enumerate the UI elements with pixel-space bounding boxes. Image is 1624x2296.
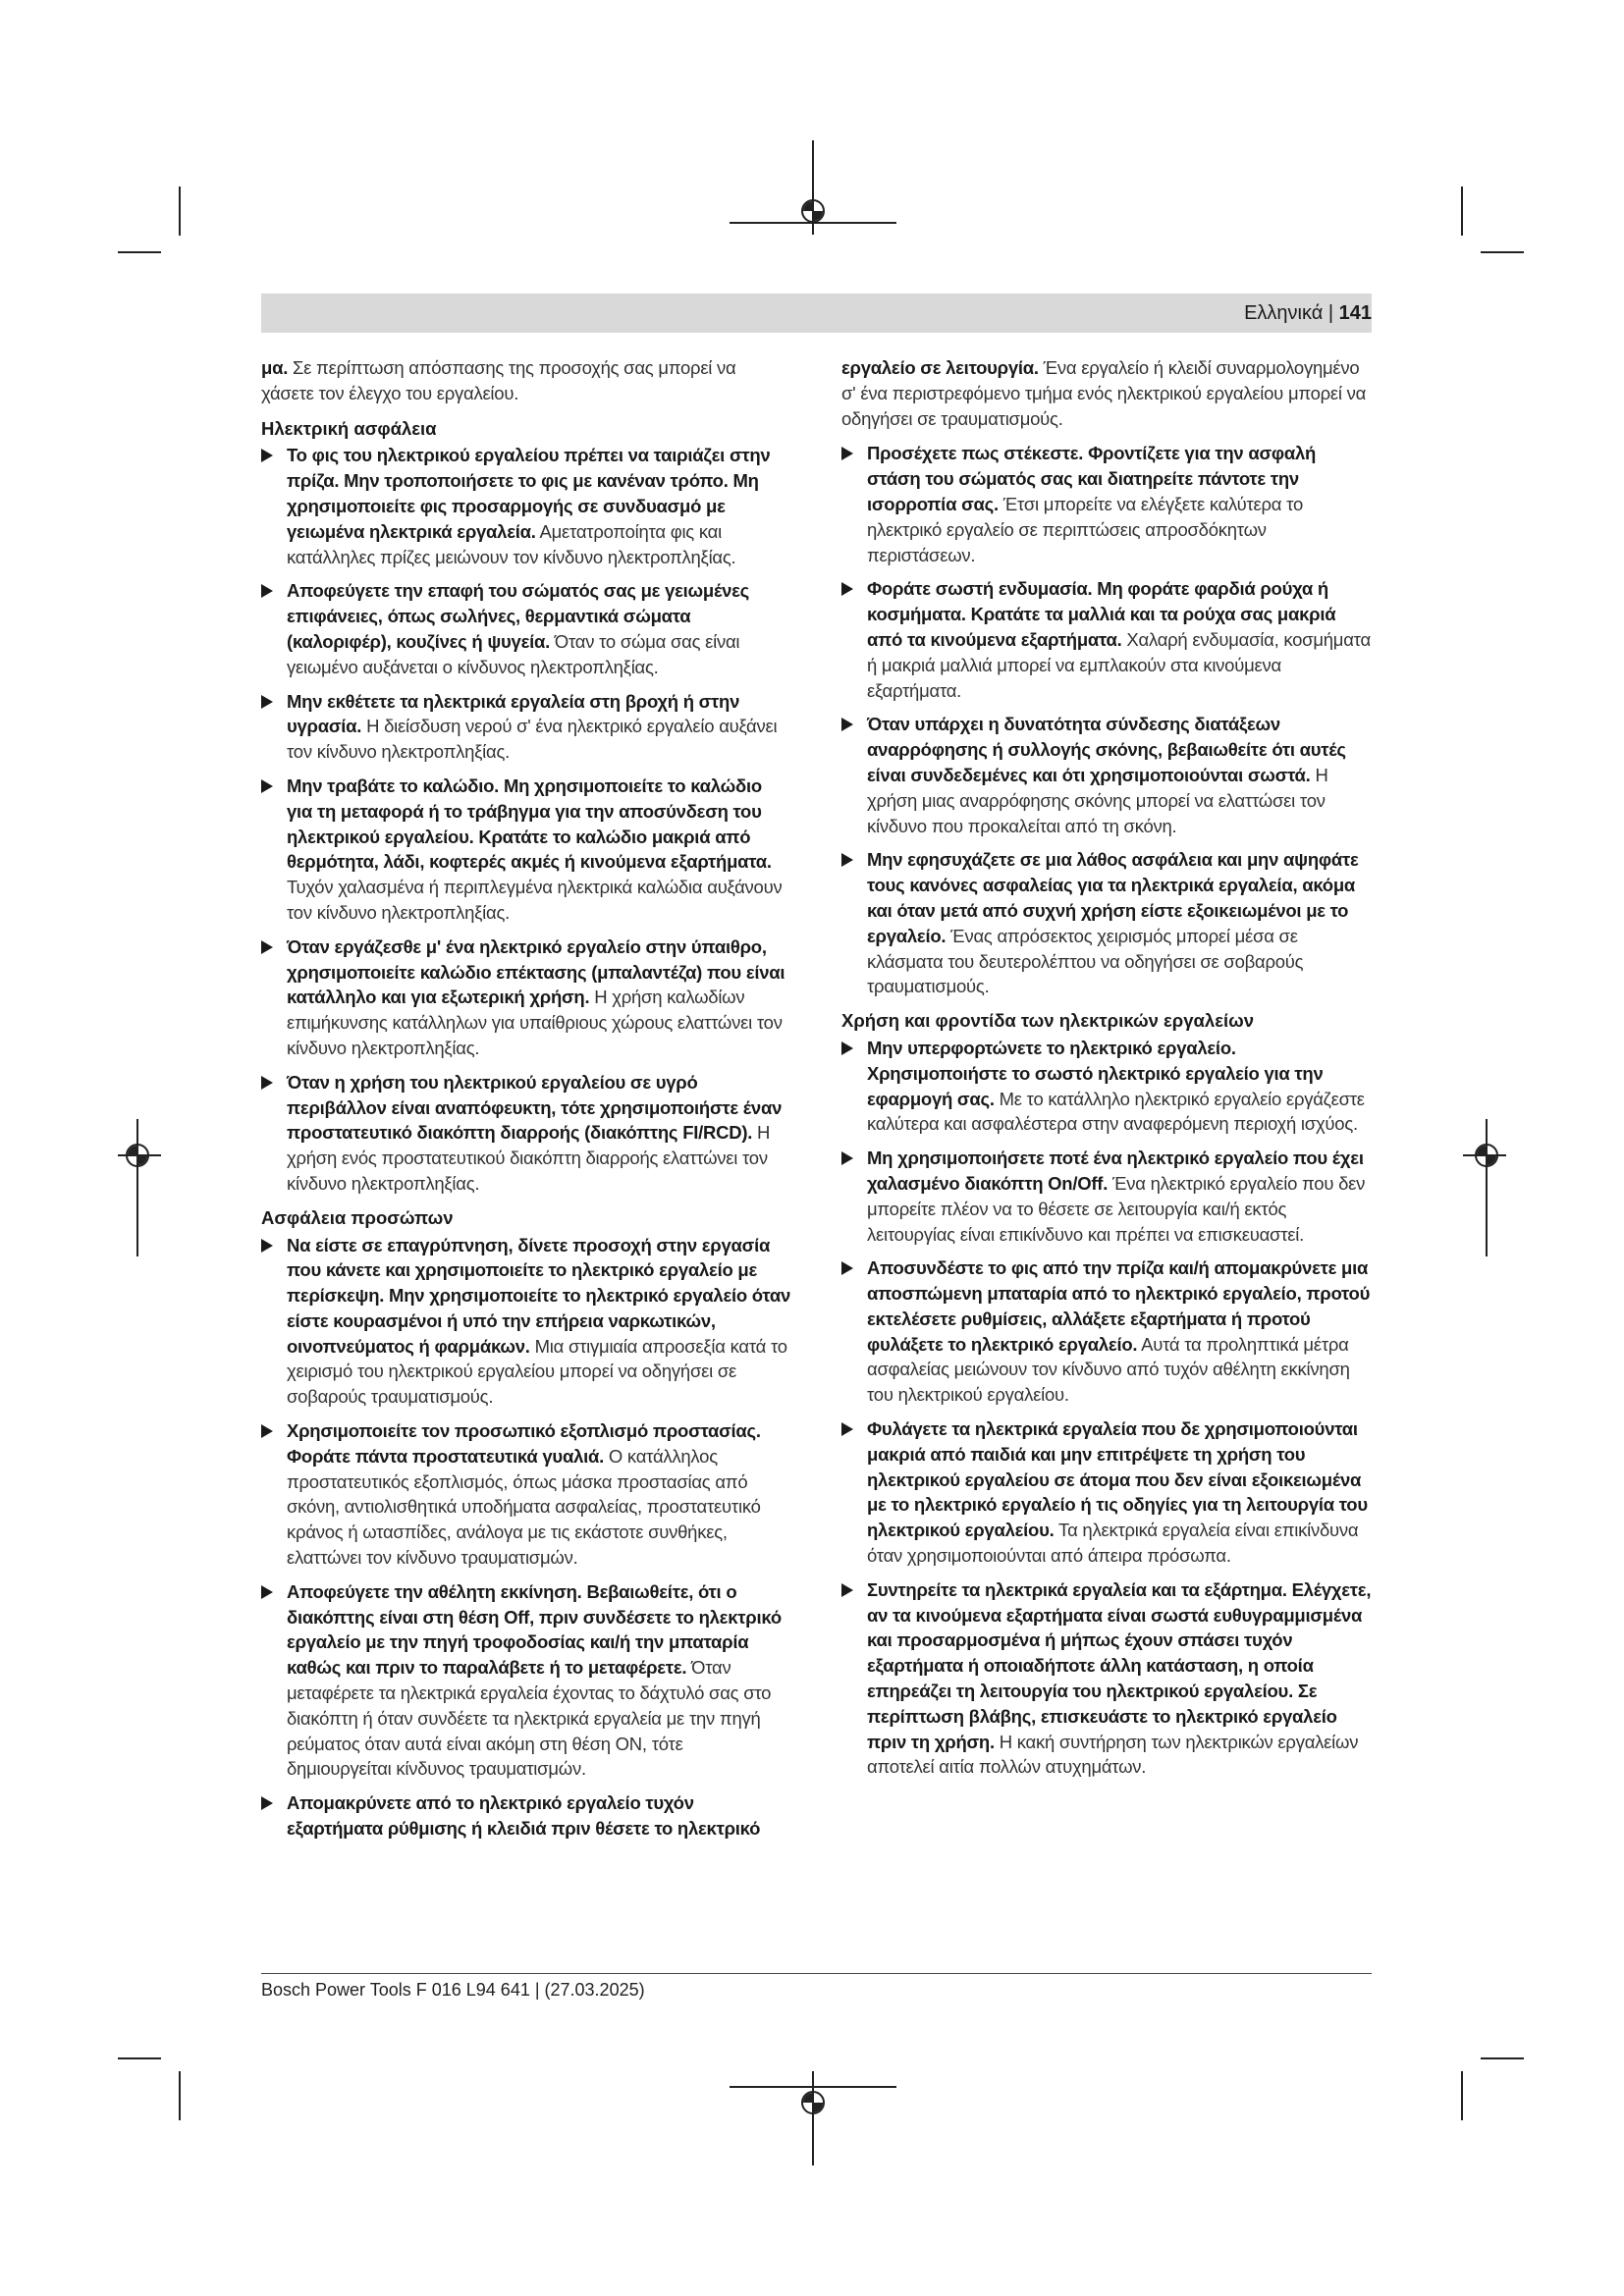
list-item: Όταν εργάζεσθε μ' ένα ηλεκτρικό εργαλείο στην ύπαιθρο, χρησιμοποιείτε καλώδιο επέκτασης (μπαλαντέζα) που είναι κατάλληλο και για εξωτερική χρήση. Η χρήση καλωδίων επιμήκυνσης κατάλληλων για υπαίθριους χώρους ελαττώνει τον κίνδυνο ηλεκτροπληξίας. (261, 934, 791, 1061)
crop-mark (179, 187, 181, 236)
registration-line (1486, 1119, 1488, 1256)
footer-rule (261, 1973, 1372, 1974)
bullet-triangle-icon (841, 1151, 853, 1165)
bullet-triangle-icon (841, 1422, 853, 1436)
list-item: Συντηρείτε τα ηλεκτρικά εργαλεία και τα εξάρτημα. Ελέγχετε, αν τα κινούμενα εξαρτήματα είναι σωστά ευθυγραμμισμένα και προσαρμοσμένα ή μήπως έχουν σπάσει τυχόν εξαρτήματα ή οποιαδήποτε άλλη κατάσταση, η οποία επηρεάζει τη λειτουργία του ηλεκτρικού εργαλείου. Σε περίπτωση βλάβης, επισκευάστε το ηλεκτρικό εργαλείο πριν τη χρήση. Η κακή συντήρηση των ηλεκτρικών εργαλείων αποτελεί αιτία πολλών ατυχημάτων. (841, 1577, 1372, 1780)
bullet-triangle-icon (261, 584, 273, 598)
list-item: Μην εκθέτετε τα ηλεκτρικά εργαλεία στη βροχή ή στην υγρασία. Η διείσδυση νερού σ' ένα ηλεκτρικό εργαλείο αυξάνει τον κίνδυνο ηλεκτροπληξίας. (261, 689, 791, 765)
registration-line (136, 1119, 138, 1256)
registration-target-icon (126, 1144, 149, 1167)
page-number: 141 (1338, 302, 1372, 324)
registration-line (730, 2086, 896, 2088)
bullet-triangle-icon (261, 1076, 273, 1090)
header-band (261, 294, 1372, 333)
list-item: Μην υπερφορτώνετε το ηλεκτρικό εργαλείο. Χρησιμοποιήστε το σωστό ηλεκτρικό εργαλείο για την εφαρμογή σας. Με το κατάλληλο ηλεκτρικό εργαλείο εργάζεστε καλύτερα και ασφαλέστερα στην αναφερόμενη περιοχή ισχύος. (841, 1036, 1372, 1137)
registration-target-icon (801, 199, 825, 223)
bullet-triangle-icon (261, 940, 273, 954)
header-separator: | (1327, 302, 1334, 324)
section-heading-use-and-care: Χρήση και φροντίδα των ηλεκτρικών εργαλείων (841, 1010, 1255, 1032)
bullet-triangle-icon (841, 1041, 853, 1055)
bullet-triangle-icon (841, 447, 853, 460)
list-item: Αποφεύγετε την επαφή του σώματός σας με γειωμένες επιφάνειες, όπως σωλήνες, θερμαντικά σώματα (καλοριφέρ), κουζίνες ή ψυγεία. Όταν το σώμα σας είναι γειωμένο αυξάνεται ο κίνδυνος ηλεκτροπληξίας. (261, 578, 791, 679)
crop-mark (1461, 2071, 1463, 2120)
list-item: Αποσυνδέστε το φις από την πρίζα και/ή απομακρύνετε μια αποσπώμενη μπαταρία από το ηλεκτρικό εργαλείο, προτού εκτελέσετε ρυθμίσεις, αλλάξετε εξαρτήματα ή προτού φυλάξετε το ηλεκτρικό εργαλείο. Αυτά τα προληπτικά μέτρα ασφαλείας μειώνουν τον κίνδυνο από τυχόν αθέλητη εκκίνηση του ηλεκτρικού εργαλείου. (841, 1255, 1372, 1408)
list-item: Όταν υπάρχει η δυνατότητα σύνδεσης διατάξεων αναρρόφησης ή συλλογής σκόνης, βεβαιωθείτε ότι αυτές είναι συνδεδεμένες και ότι χρησιμοποιούνται σωστά. Η χρήση μιας αναρρόφησης σκόνης μπορεί να ελαττώσει τον κίνδυνο που προκαλείται από τη σκόνη. (841, 712, 1372, 838)
crop-mark (1481, 251, 1524, 253)
section-heading-personal-safety: Ασφάλεια προσώπων (261, 1206, 454, 1228)
bullet-triangle-icon (261, 1585, 273, 1599)
list-item: Φυλάγετε τα ηλεκτρικά εργαλεία που δε χρησιμοποιούνται μακριά από παιδιά και μην επιτρέψετε τη χρήση του ηλεκτρικού εργαλείου σε άτομα που δεν είναι εξοικειωμένα με το ηλεκτρικό εργαλείο ή τις οδηγίες για τη λειτουργία του ηλεκτρικού εργαλείου. Τα ηλεκτρικά εργαλεία είναι επικίνδυνα όταν χρησιμοποιούνται από άπειρα πρόσωπα. (841, 1416, 1372, 1569)
running-header (1244, 299, 1372, 327)
bullet-triangle-icon (261, 695, 273, 709)
bullet-triangle-icon (841, 1583, 853, 1597)
crop-mark (1481, 2057, 1524, 2059)
bullet-triangle-icon (261, 449, 273, 462)
list-item: Φοράτε σωστή ενδυμασία. Μη φοράτε φαρδιά ρούχα ή κοσμήματα. Κρατάτε τα μαλλιά και τα ρούχα σας μακριά από τα κινούμενα εξαρτήματα. Χαλαρή ενδυμασία, κοσμήματα ή μακριά μαλλιά μπορεί να εμπλακούν στα κινούμενα εξαρτήματα. (841, 576, 1372, 703)
list-item: Το φις του ηλεκτρικού εργαλείου πρέπει να ταιριάζει στην πρίζα. Μην τροποποιήσετε το φις με κανέναν τρόπο. Μη χρησιμοποιείτε φις προσαρμογής σε συνδυασμό με γειωμένα ηλεκτρικά εργαλεία. Αμετατροποίητα φις και κατάλληλες πρίζες μειώνουν τον κίνδυνο ηλεκτροπληξίας. (261, 443, 791, 569)
crop-mark (1461, 187, 1463, 236)
bullet-triangle-icon (841, 853, 853, 867)
list-item: Όταν η χρήση του ηλεκτρικού εργαλείου σε υγρό περιβάλλον είναι αναπόφευκτη, τότε χρησιμοποιήστε έναν προστατευτικό διακόπτη διαρροής (διακόπτης FI/RCD). Η χρήση ενός προστατευτικού διακόπτη διαρροής ελαττώνει τον κίνδυνο ηλεκτροπληξίας. (261, 1070, 791, 1197)
registration-target-icon (1475, 1144, 1498, 1167)
section-heading-electrical-safety: Ηλεκτρική ασφάλεια (261, 417, 437, 439)
list-item: Χρησιμοποιείτε τον προσωπικό εξοπλισμό προστασίας. Φοράτε πάντα προστατευτικά γυαλιά. Ο κατάλληλος προστατευτικός εξοπλισμός, όπως μάσκα προστασίας από σκόνη, αντιολισθητικά υποδήματα ασφαλείας, προστατευτικό κράνος ή ωτασπίδες, ανάλογα με τις εκάστοτε συνθήκες, ελαττώνει τον κίνδυνο τραυματισμών. (261, 1418, 791, 1571)
list-item: Μη χρησιμοποιήσετε ποτέ ένα ηλεκτρικό εργαλείο που έχει χαλασμένο διακόπτη On/Off. Ένα ηλεκτρικό εργαλείο που δεν μπορείτε πλέον να το θέσετε σε λειτουργία και/ή εκτός λειτουργίας είναι επικίνδυνο και πρέπει να επισκευαστεί. (841, 1146, 1372, 1247)
bullet-triangle-icon (261, 779, 273, 793)
bullet-triangle-icon (841, 582, 853, 596)
registration-target-icon (801, 2091, 825, 2114)
bullet-triangle-icon (261, 1239, 273, 1253)
list-item: Μην εφησυχάζετε σε μια λάθος ασφάλεια και μην αψηφάτε τους κανόνες ασφαλείας για τα ηλεκτρικά εργαλεία, ακόμα και όταν μετά από συχνή χρήση είστε εξοικειωμένοι με το εργαλείο. Ένας απρόσεκτος χειρισμός μπορεί μέσα σε κλάσματα του δευτερολέπτου να οδηγήσει σε σοβαρούς τραυματισμούς. (841, 847, 1372, 999)
list-item: Προσέχετε πως στέκεστε. Φροντίζετε για την ασφαλή στάση του σώματός σας και διατηρείτε πάντοτε την ισορροπία σας. Έτσι μπορείτε να ελέγξετε καλύτερα το ηλεκτρικό εργαλείο σε περιπτώσεις απροσδόκητων περιστάσεων. (841, 441, 1372, 567)
crop-mark (118, 251, 161, 253)
header-language: Ελληνικά (1244, 302, 1324, 324)
list-item: Μην τραβάτε το καλώδιο. Μη χρησιμοποιείτε το καλώδιο για τη μεταφορά ή το τράβηγμα για την αποσύνδεση του ηλεκτρικού εργαλείου. Κρατάτε το καλώδιο μακριά από θερμότητα, λάδι, κοφτερές ακμές ή κινούμενα εξαρτήματα. Τυχόν χαλασμένα ή περιπλεγμένα ηλεκτρικά καλώδια αυξάνουν τον κίνδυνο ηλεκτροπληξίας. (261, 774, 791, 926)
crop-mark (118, 2057, 161, 2059)
list-item: Να είστε σε επαγρύπνηση, δίνετε προσοχή στην εργασία που κάνετε και χρησιμοποιείτε το ηλεκτρικό εργαλείο με περίσκεψη. Μην χρησιμοποιείτε το ηλεκτρικό εργαλείο όταν είστε κουρασμένοι ή υπό την επήρεια ναρκωτικών, οινοπνεύματος ή φαρμάκων. Μια στιγμιαία απροσεξία κατά το χειρισμό του ηλεκτρικού εργαλείου μπορεί να οδηγήσει σε σοβαρούς τραυματισμούς. (261, 1233, 791, 1411)
list-item: Αποφεύγετε την αθέλητη εκκίνηση. Βεβαιωθείτε, ότι ο διακόπτης είναι στη θέση Off, πριν συνδέσετε το ηλεκτρικό εργαλείο με την πηγή τροφοδοσίας και/ή την μπαταρία καθώς και πριν το παραλάβετε ή το μεταφέρετε. Όταν μεταφέρετε τα ηλεκτρικά εργαλεία έχοντας το δάχτυλό σας στο διακόπτη ή όταν συνδέετε τα ηλεκτρικά εργαλεία με την πηγή ρεύματος όταν αυτά είναι ακόμη στη θέση ON, τότε δημιουργείται κίνδυνος τραυματισμών. (261, 1579, 791, 1782)
bullet-triangle-icon (261, 1796, 273, 1810)
footer-text: Bosch Power Tools F 016 L94 641 | (27.03.2025) (261, 1980, 645, 2000)
right-column (841, 355, 1372, 1789)
continuation-paragraph: εργαλείο σε λειτουργία. Ένα εργαλείο ή κλειδί συναρμολογημένο σ' ένα περιστρεφόμενο τμήμα ενός ηλεκτρικού εργαλείου μπορεί να οδηγήσει σε τραυματισμούς. (841, 357, 1367, 429)
crop-mark (179, 2071, 181, 2120)
bullet-triangle-icon (841, 718, 853, 731)
left-column (261, 355, 791, 1850)
list-item: Απομακρύνετε από το ηλεκτρικό εργαλείο τυχόν εξαρτήματα ρύθμισης ή κλειδιά πριν θέσετε το ηλεκτρικό (261, 1790, 791, 1842)
bullet-triangle-icon (261, 1424, 273, 1438)
bullet-triangle-icon (841, 1261, 853, 1275)
continuation-paragraph: μα. Σε περίπτωση απόσπασης της προσοχής σας μπορεί να χάσετε τον έλεγχο του εργαλείου. (261, 357, 736, 403)
